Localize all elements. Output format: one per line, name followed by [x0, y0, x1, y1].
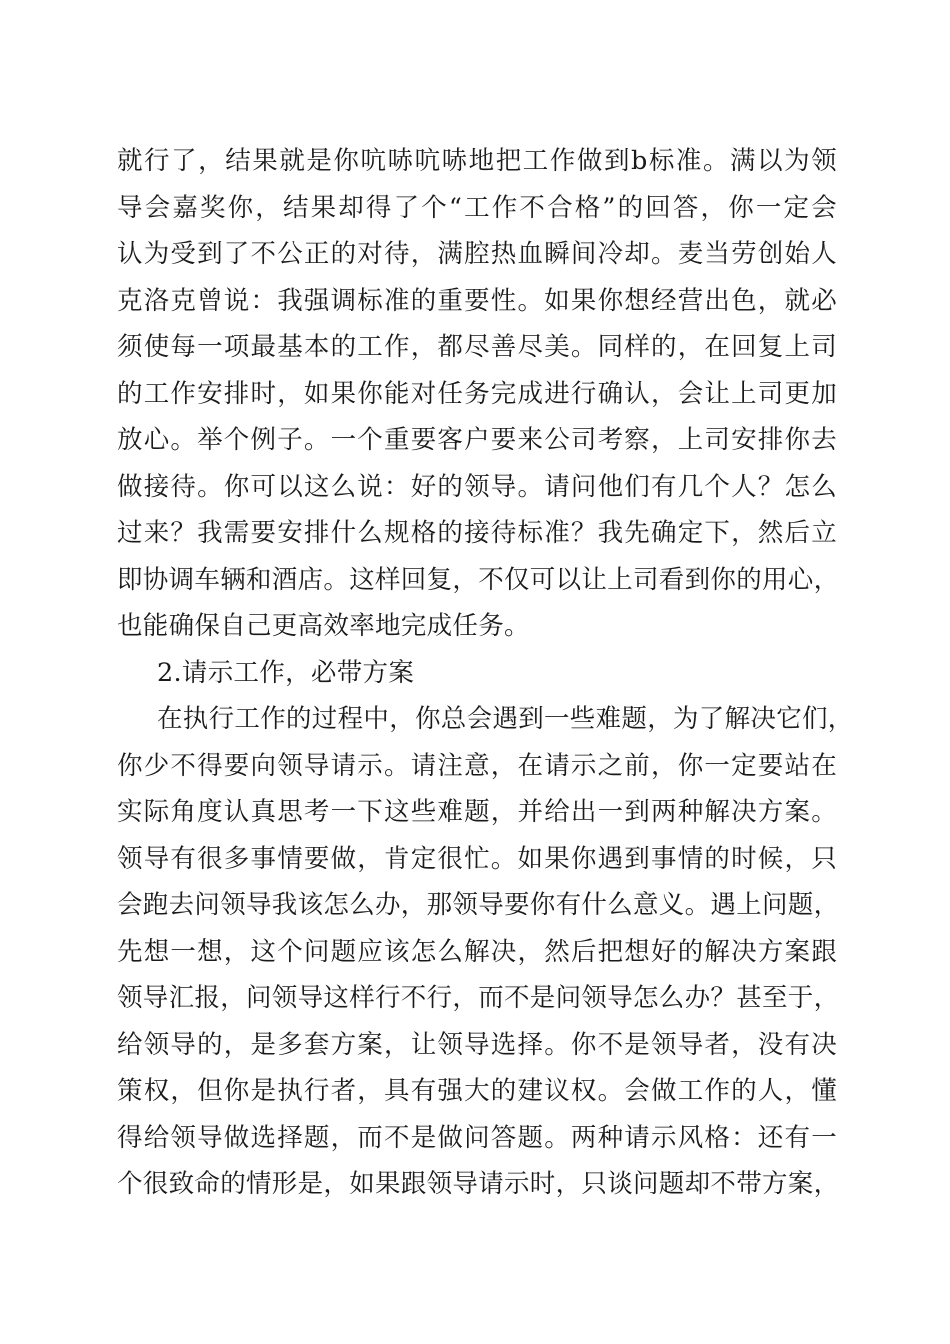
text-line: 会跑去问领导我该怎么办，那领导要你有什么意义。遇上问题， — [117, 890, 840, 920]
text-line: 领导有很多事情要做，肯定很忙。如果你遇到事情的时候，只 — [117, 843, 837, 874]
text-line: 在执行工作的过程中，你总会遇到一些难题，为了解决它们， — [157, 704, 854, 734]
text-line: 领导汇报，问领导这样行不行，而不是问领导怎么办？甚至于， — [117, 983, 840, 1013]
section-heading: 2.请示工作，必带方案 — [157, 657, 415, 688]
text-line: 的工作安排时，如果你能对任务完成进行确认，会让上司更加 — [117, 378, 837, 409]
body-text — [117, 138, 854, 1208]
text-line: 给领导的，是多套方案，让领导选择。你不是领导者，没有决 — [117, 1029, 837, 1060]
text-line: 先想一想，这个问题应该怎么解决，然后把想好的解决方案跟 — [117, 936, 837, 967]
text-line: 过来？我需要安排什么规格的接待标准？我先确定下，然后立 — [117, 518, 837, 548]
text-line: 个很致命的情形是，如果跟领导请示时，只谈问题却不带方案， — [117, 1169, 840, 1199]
text-line: 做接待。你可以这么说：好的领导。请问他们有几个人？怎么 — [117, 471, 837, 502]
text-line: 须使每一项最基本的工作，都尽善尽美。同样的，在回复上司 — [117, 332, 837, 362]
text-line: 导会嘉奖你，结果却得了个“工作不合格”的回答，你一定会 — [117, 192, 837, 223]
text-line: 即协调车辆和酒店。这样回复，不仅可以让上司看到你的用心， — [117, 564, 840, 595]
text-line: 克洛克曾说：我强调标准的重要性。如果你想经营出色，就必 — [117, 285, 837, 316]
text-line: 实际角度认真思考一下这些难题，并给出一到两种解决方案。 — [117, 797, 837, 827]
text-line: 认为受到了不公正的对待，满腔热血瞬间冷却。麦当劳创始人 — [117, 239, 837, 269]
text-line: 策权，但你是执行者，具有强大的建议权。会做工作的人，懂 — [117, 1076, 837, 1106]
text-line: 就行了，结果就是你吭哧吭哧地把工作做到b标准。满以为领 — [117, 146, 837, 176]
text-line: 也能确保自己更高效率地完成任务。 — [117, 611, 530, 641]
text-line: 得给领导做选择题，而不是做问答题。两种请示风格：还有一 — [117, 1122, 837, 1153]
text-line: 放心。举个例子。一个重要客户要来公司考察，上司安排你去 — [117, 425, 837, 455]
text-line: 你少不得要向领导请示。请注意，在请示之前，你一定要站在 — [117, 750, 837, 781]
